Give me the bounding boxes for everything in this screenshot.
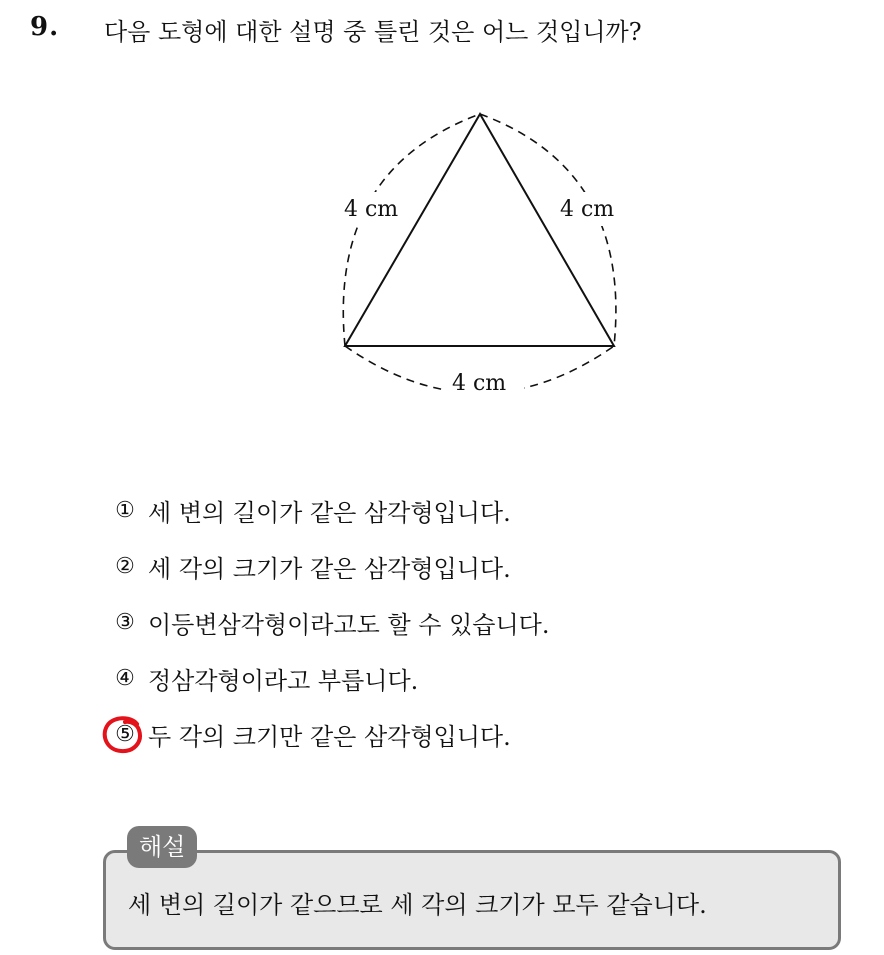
bottom-side-label: 4 cm [452, 371, 507, 396]
right-side-label: 4 cm [560, 197, 615, 222]
explanation-text: 세 변의 길이가 같으므로 세 각의 크기가 모두 같습니다. [128, 891, 707, 919]
left-side-label: 4 cm [344, 197, 399, 222]
option-text: 이등변삼각형이라고도 할 수 있습니다. [148, 610, 550, 639]
option-number: ② [115, 553, 135, 579]
question-text: 다음 도형에 대한 설명 중 틀린 것은 어느 것입니까? [104, 18, 642, 46]
option-4[interactable] [108, 650, 549, 706]
explanation-label: 해설 [127, 826, 197, 868]
option-3[interactable] [108, 594, 549, 650]
option-text: 세 각의 크기가 같은 삼각형입니다. [148, 554, 511, 583]
triangle-diagram [320, 100, 640, 410]
triangle-figure [320, 100, 640, 410]
answer-options [108, 482, 549, 762]
option-number: ⑤ [115, 721, 135, 747]
option-number: ① [115, 497, 135, 523]
option-1[interactable] [108, 482, 549, 538]
option-number: ③ [115, 609, 135, 635]
option-number: ④ [115, 665, 135, 691]
explanation-box [103, 850, 841, 950]
option-text: 정삼각형이라고 부릅니다. [148, 666, 419, 695]
equilateral-triangle [345, 114, 614, 346]
option-2[interactable] [108, 538, 549, 594]
question-number: 9. [30, 12, 60, 42]
option-5[interactable] [108, 706, 549, 762]
option-text: 두 각의 크기만 같은 삼각형입니다. [148, 722, 511, 751]
option-text: 세 변의 길이가 같은 삼각형입니다. [148, 498, 511, 527]
